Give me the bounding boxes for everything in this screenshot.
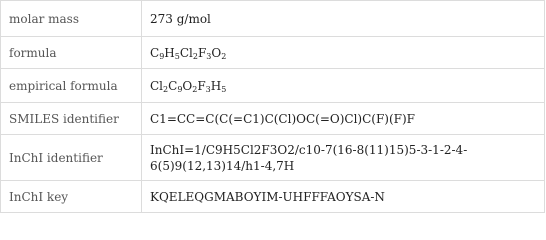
element-count: 9 xyxy=(177,84,183,94)
element-symbol: F xyxy=(197,45,207,60)
row-label: empirical formula xyxy=(1,69,142,103)
element-count: 5 xyxy=(221,84,227,94)
table-row xyxy=(1,69,545,103)
element-symbol: C xyxy=(168,78,178,93)
molar-mass-value: 273 g/mol xyxy=(142,1,545,37)
row-label: SMILES identifier xyxy=(1,103,142,135)
element-symbol: F xyxy=(197,78,206,93)
element-symbol: C xyxy=(150,45,160,60)
element-count: 3 xyxy=(206,51,212,61)
element-count: 5 xyxy=(174,51,180,61)
element-symbol: O xyxy=(182,78,193,93)
element-count: 2 xyxy=(192,84,198,94)
element-count: 9 xyxy=(159,51,165,61)
row-label: InChI identifier xyxy=(1,135,142,181)
empirical-formula-value xyxy=(142,69,545,103)
element-count: 2 xyxy=(163,84,169,94)
formula-value xyxy=(142,37,545,69)
table-row xyxy=(1,1,545,37)
element-symbol: Cl xyxy=(179,45,193,60)
element-symbol: Cl xyxy=(150,78,164,93)
element-count: 2 xyxy=(192,51,198,61)
inchi-value: InChI=1/C9H5Cl2F3O2/c10-7(16-8(11)15)5-3-1-2-4-6(5)9(12,13)14/h1-4,7H xyxy=(142,135,545,181)
element-count: 3 xyxy=(205,84,211,94)
element-symbol: O xyxy=(211,45,222,60)
row-label: formula xyxy=(1,37,142,69)
row-label: InChI key xyxy=(1,181,142,213)
smiles-value: C1=CC=C(C(=C1)C(Cl)OC(=O)Cl)C(F)(F)F xyxy=(142,103,545,135)
inchi-key-value: KQELEQGMABOYIM-UHFFFAOYSA-N xyxy=(142,181,545,213)
table-row xyxy=(1,103,545,135)
table-row xyxy=(1,181,545,213)
element-symbol: H xyxy=(164,45,175,60)
element-count: 2 xyxy=(221,51,227,61)
element-symbol: H xyxy=(210,78,222,93)
row-label: molar mass xyxy=(1,1,142,37)
table-row xyxy=(1,135,545,181)
table-row xyxy=(1,37,545,69)
